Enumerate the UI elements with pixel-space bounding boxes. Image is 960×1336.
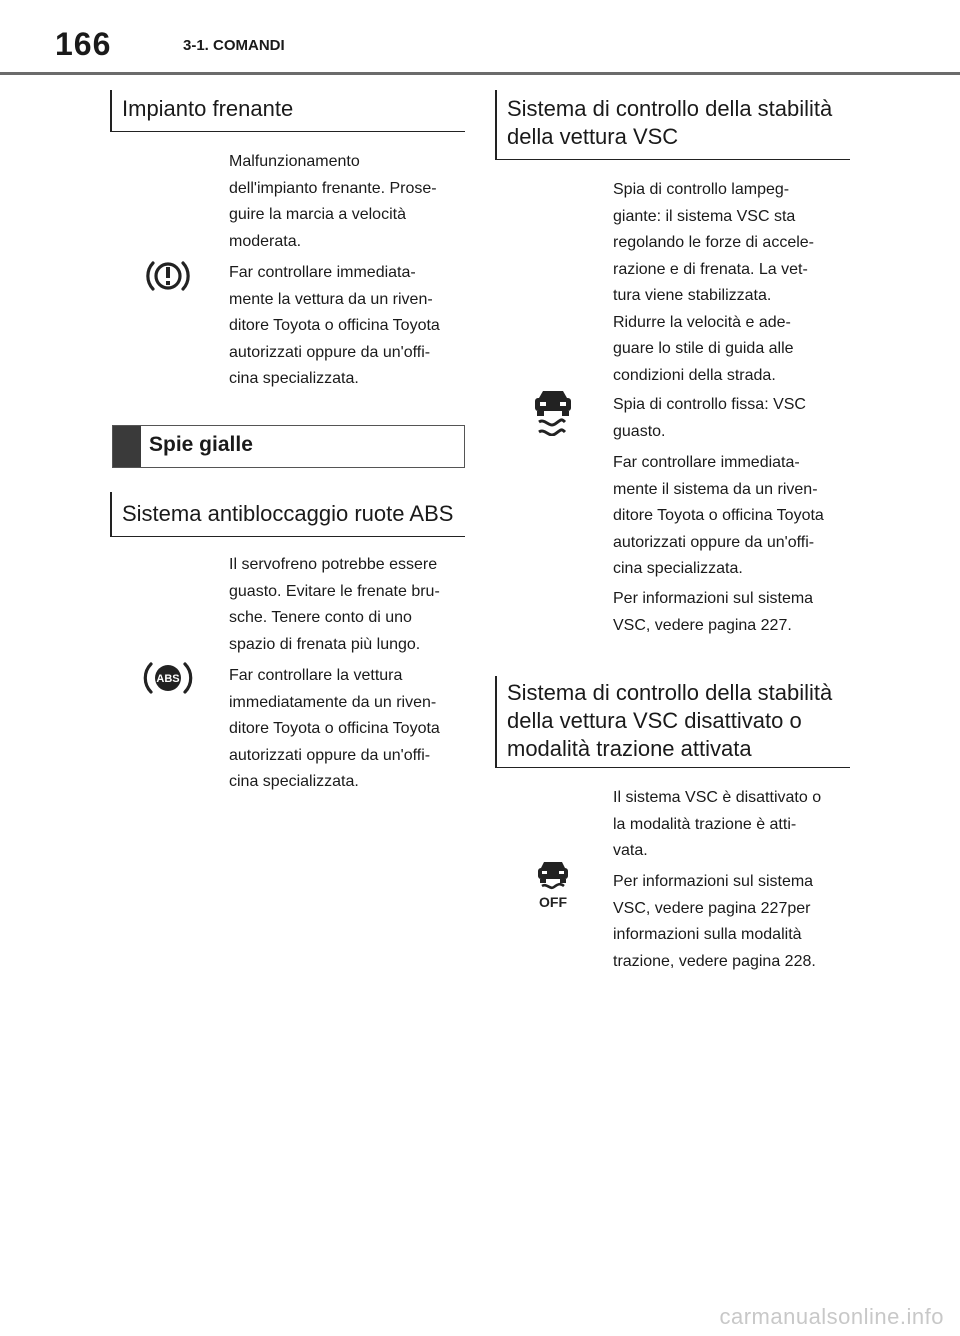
header-divider bbox=[0, 72, 960, 75]
vsc-off-paragraph-2: Per informazioni sul sistema VSC, vedere pagina 227per informazioni sulla modalità trazione, vedere pagina 228. bbox=[613, 873, 816, 970]
vsc-off-paragraph-1: Il sistema VSC è disattivato o la modalità trazione è atti- vata. bbox=[613, 789, 822, 859]
heading-line: Sistema di controllo della stabilità bbox=[507, 96, 833, 121]
heading-line: Sistema di controllo della stabilità bbox=[507, 680, 833, 705]
watermark-link[interactable]: carmanualsonline.info bbox=[719, 1304, 944, 1329]
page-number: 166 bbox=[55, 26, 112, 62]
section-heading-abs bbox=[110, 492, 465, 537]
section-heading-brake bbox=[110, 90, 465, 132]
brake-paragraph-1: Malfunzionamento dell'impianto frenante. Prose- guire la marcia a velocità moderata. bbox=[229, 153, 437, 250]
abs-paragraph-2: Far controllare la vettura immediatamente da un riven- ditore Toyota o officina Toyota autorizzati oppure da un'offi- cina specializzata. bbox=[229, 667, 440, 790]
heading-line: della vettura VSC bbox=[507, 124, 679, 149]
vsc-paragraph-2: Spia di controllo fissa: VSC guasto. bbox=[613, 396, 806, 440]
vsc-skid-icon bbox=[531, 388, 575, 436]
vsc-paragraph-4: Per informazioni sul sistema VSC, vedere pagina 227. bbox=[613, 590, 814, 634]
section-heading-vsc-off bbox=[495, 676, 850, 768]
chapter-title: 3-1. COMANDI bbox=[183, 37, 285, 54]
vsc-paragraph-1: Spia di controllo lampeg- giante: il sistema VSC sta regolando le forze di accele- razione e di frenata. La vet- tura viene stabilizzata. Ridurre la velocità e ade- guare lo stile di guida alle condizioni della strada. bbox=[613, 181, 815, 384]
heading-line: della vettura VSC disattivato o bbox=[507, 708, 802, 733]
section-heading-vsc bbox=[495, 90, 850, 160]
vsc-paragraph-3: Far controllare immediata- mente il sistema da un riven- ditore Toyota o officina Toyota autorizzati oppure da un'offi- cina specializzata. bbox=[613, 454, 824, 577]
brake-paragraph-2: Far controllare immediata- mente la vettura da un riven- ditore Toyota o officina Toyota autorizzati oppure da un'offi- cina specializzata. bbox=[229, 264, 440, 387]
svg-text:ABS: ABS bbox=[156, 673, 180, 685]
category-box-spie-gialle bbox=[112, 425, 465, 468]
brake-warning-icon bbox=[143, 258, 193, 294]
abs-paragraph-1: Il servofreno potrebbe essere guasto. Evitare le frenate bru- sche. Tenere conto di uno spazio di frenata più lungo. bbox=[229, 556, 440, 653]
svg-text:OFF: OFF bbox=[539, 894, 567, 909]
abs-warning-icon bbox=[143, 660, 193, 696]
vsc-off-icon bbox=[533, 859, 573, 909]
heading-line: Impianto frenante bbox=[122, 96, 294, 121]
heading-line: modalità trazione attivata bbox=[507, 736, 752, 761]
heading-line: Sistema antibloccaggio ruote ABS bbox=[122, 501, 454, 526]
category-box-label: Spie gialle bbox=[149, 433, 253, 456]
category-box-bar bbox=[113, 426, 141, 467]
